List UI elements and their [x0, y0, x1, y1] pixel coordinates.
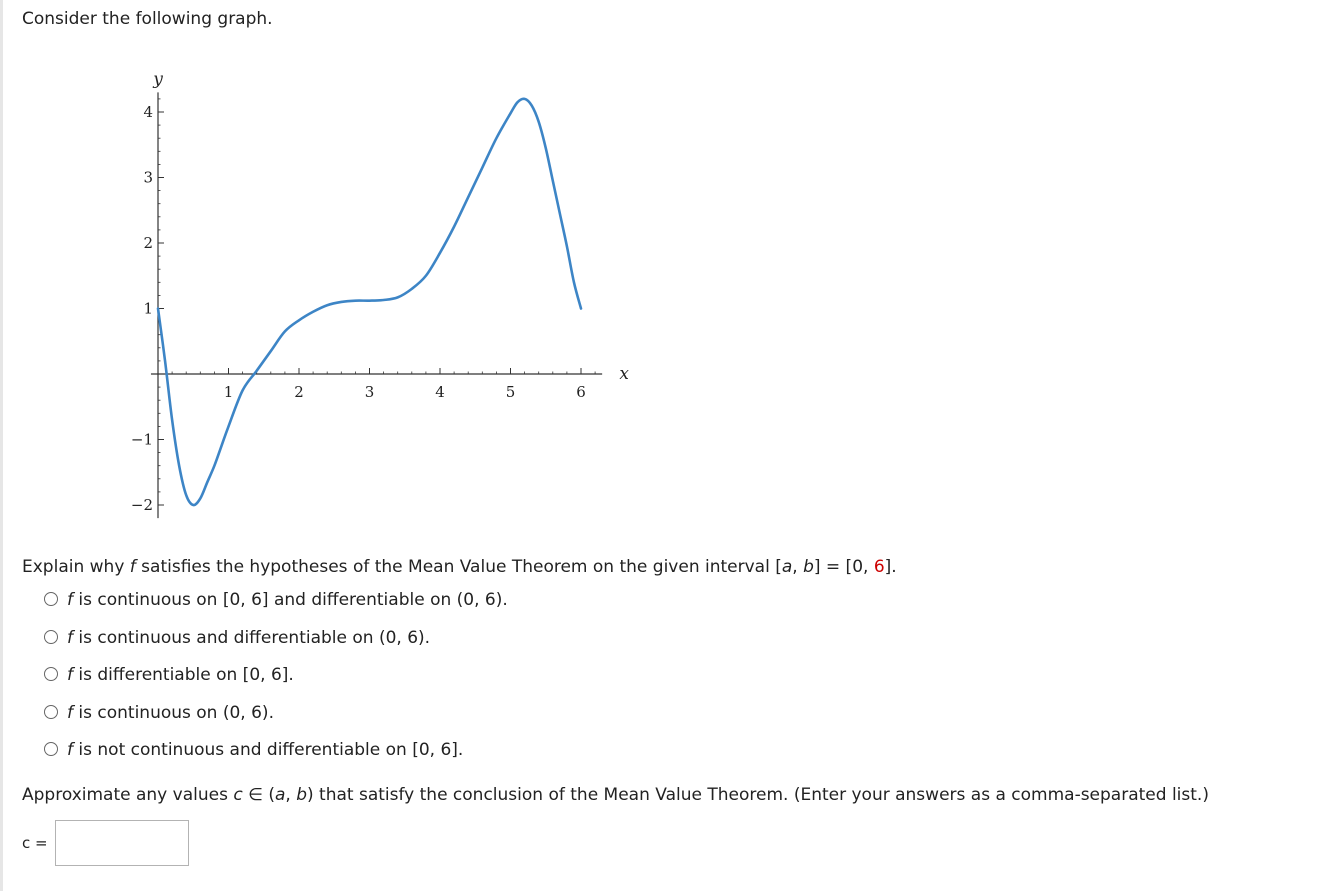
- interval-end-value: 6: [873, 557, 885, 577]
- y-axis-label: y: [153, 69, 163, 90]
- interval-a: a: [781, 557, 793, 577]
- y-tick-label: −1: [130, 430, 153, 449]
- option-2-text: is continuous and differentiable on (0, 6).: [73, 627, 431, 648]
- option-1[interactable]: [44, 589, 508, 627]
- question-suffix: ].: [884, 557, 897, 577]
- option-3-text: is differentiable on [0, 6].: [73, 665, 294, 685]
- function-graph: [110, 50, 630, 520]
- option-4-text: is continuous on (0, 6).: [73, 702, 274, 723]
- conclusion-in: ∈ (: [242, 785, 275, 805]
- radio-button-3[interactable]: [44, 667, 58, 681]
- interval-equals: ] = [0,: [813, 557, 874, 577]
- function-curve-f: [158, 99, 581, 505]
- question-middle: satisfies the hypotheses of the Mean Value Theorem on the given interval [: [135, 557, 782, 577]
- conclusion-comma: ,: [285, 785, 297, 805]
- option-label-1: [67, 589, 508, 611]
- y-tick-label: −2: [130, 496, 153, 514]
- radio-button-2[interactable]: [44, 630, 58, 644]
- c-answer-input[interactable]: [55, 820, 189, 866]
- x-tick-label: 4: [435, 383, 445, 401]
- option-1-text: is continuous on [0, 6] and differentiable on (0, 6).: [73, 590, 508, 610]
- option-4-function-name: f: [67, 702, 73, 723]
- conclusion-suffix: ) that satisfy the conclusion of the Mean Value Theorem. (Enter your answers as a comma-separated list.): [307, 785, 1209, 805]
- x-axis-label: x: [619, 364, 629, 384]
- conclusion-a: a: [274, 785, 286, 805]
- answer-options: [44, 589, 508, 777]
- option-1-function-name: f: [67, 590, 73, 610]
- conclusion-c: c: [233, 785, 243, 805]
- interval-b: b: [803, 557, 814, 577]
- x-tick-label: 5: [505, 383, 516, 401]
- page-left-border: [0, 0, 3, 891]
- function-name: f: [129, 557, 136, 577]
- option-label-4: [67, 702, 274, 724]
- option-label-2: [67, 627, 430, 649]
- question-text: [22, 556, 897, 578]
- question-prefix: Explain why: [22, 557, 130, 577]
- y-tick-label: 3: [143, 168, 153, 187]
- option-2-function-name: f: [67, 627, 73, 648]
- y-tick-label: 4: [143, 103, 153, 121]
- option-5-text: is not continuous and differentiable on [0, 6].: [73, 740, 464, 760]
- radio-button-5[interactable]: [44, 742, 58, 756]
- conclusion-text: [22, 784, 1209, 806]
- conclusion-prefix: Approximate any values: [22, 785, 234, 805]
- option-5-function-name: f: [67, 740, 73, 760]
- option-3-function-name: f: [67, 665, 73, 685]
- option-2[interactable]: [44, 627, 508, 665]
- y-tick-label: 1: [143, 299, 153, 318]
- conclusion-b: b: [296, 785, 307, 805]
- answer-label: c =: [22, 834, 48, 852]
- radio-button-1[interactable]: [44, 592, 58, 606]
- x-tick-label: 6: [576, 383, 586, 401]
- option-5[interactable]: [44, 739, 508, 777]
- x-tick-label: 1: [223, 383, 234, 401]
- x-tick-label: 3: [364, 383, 375, 401]
- interval-comma: ,: [792, 557, 804, 577]
- option-label-3: [67, 664, 294, 686]
- answer-row: [22, 820, 189, 866]
- y-tick-label: 2: [143, 234, 153, 252]
- option-3[interactable]: [44, 664, 508, 702]
- radio-button-4[interactable]: [44, 705, 58, 719]
- intro-text: Consider the following graph.: [22, 9, 273, 29]
- option-4[interactable]: [44, 702, 508, 740]
- x-tick-label: 2: [294, 383, 304, 401]
- option-label-5: [67, 739, 463, 761]
